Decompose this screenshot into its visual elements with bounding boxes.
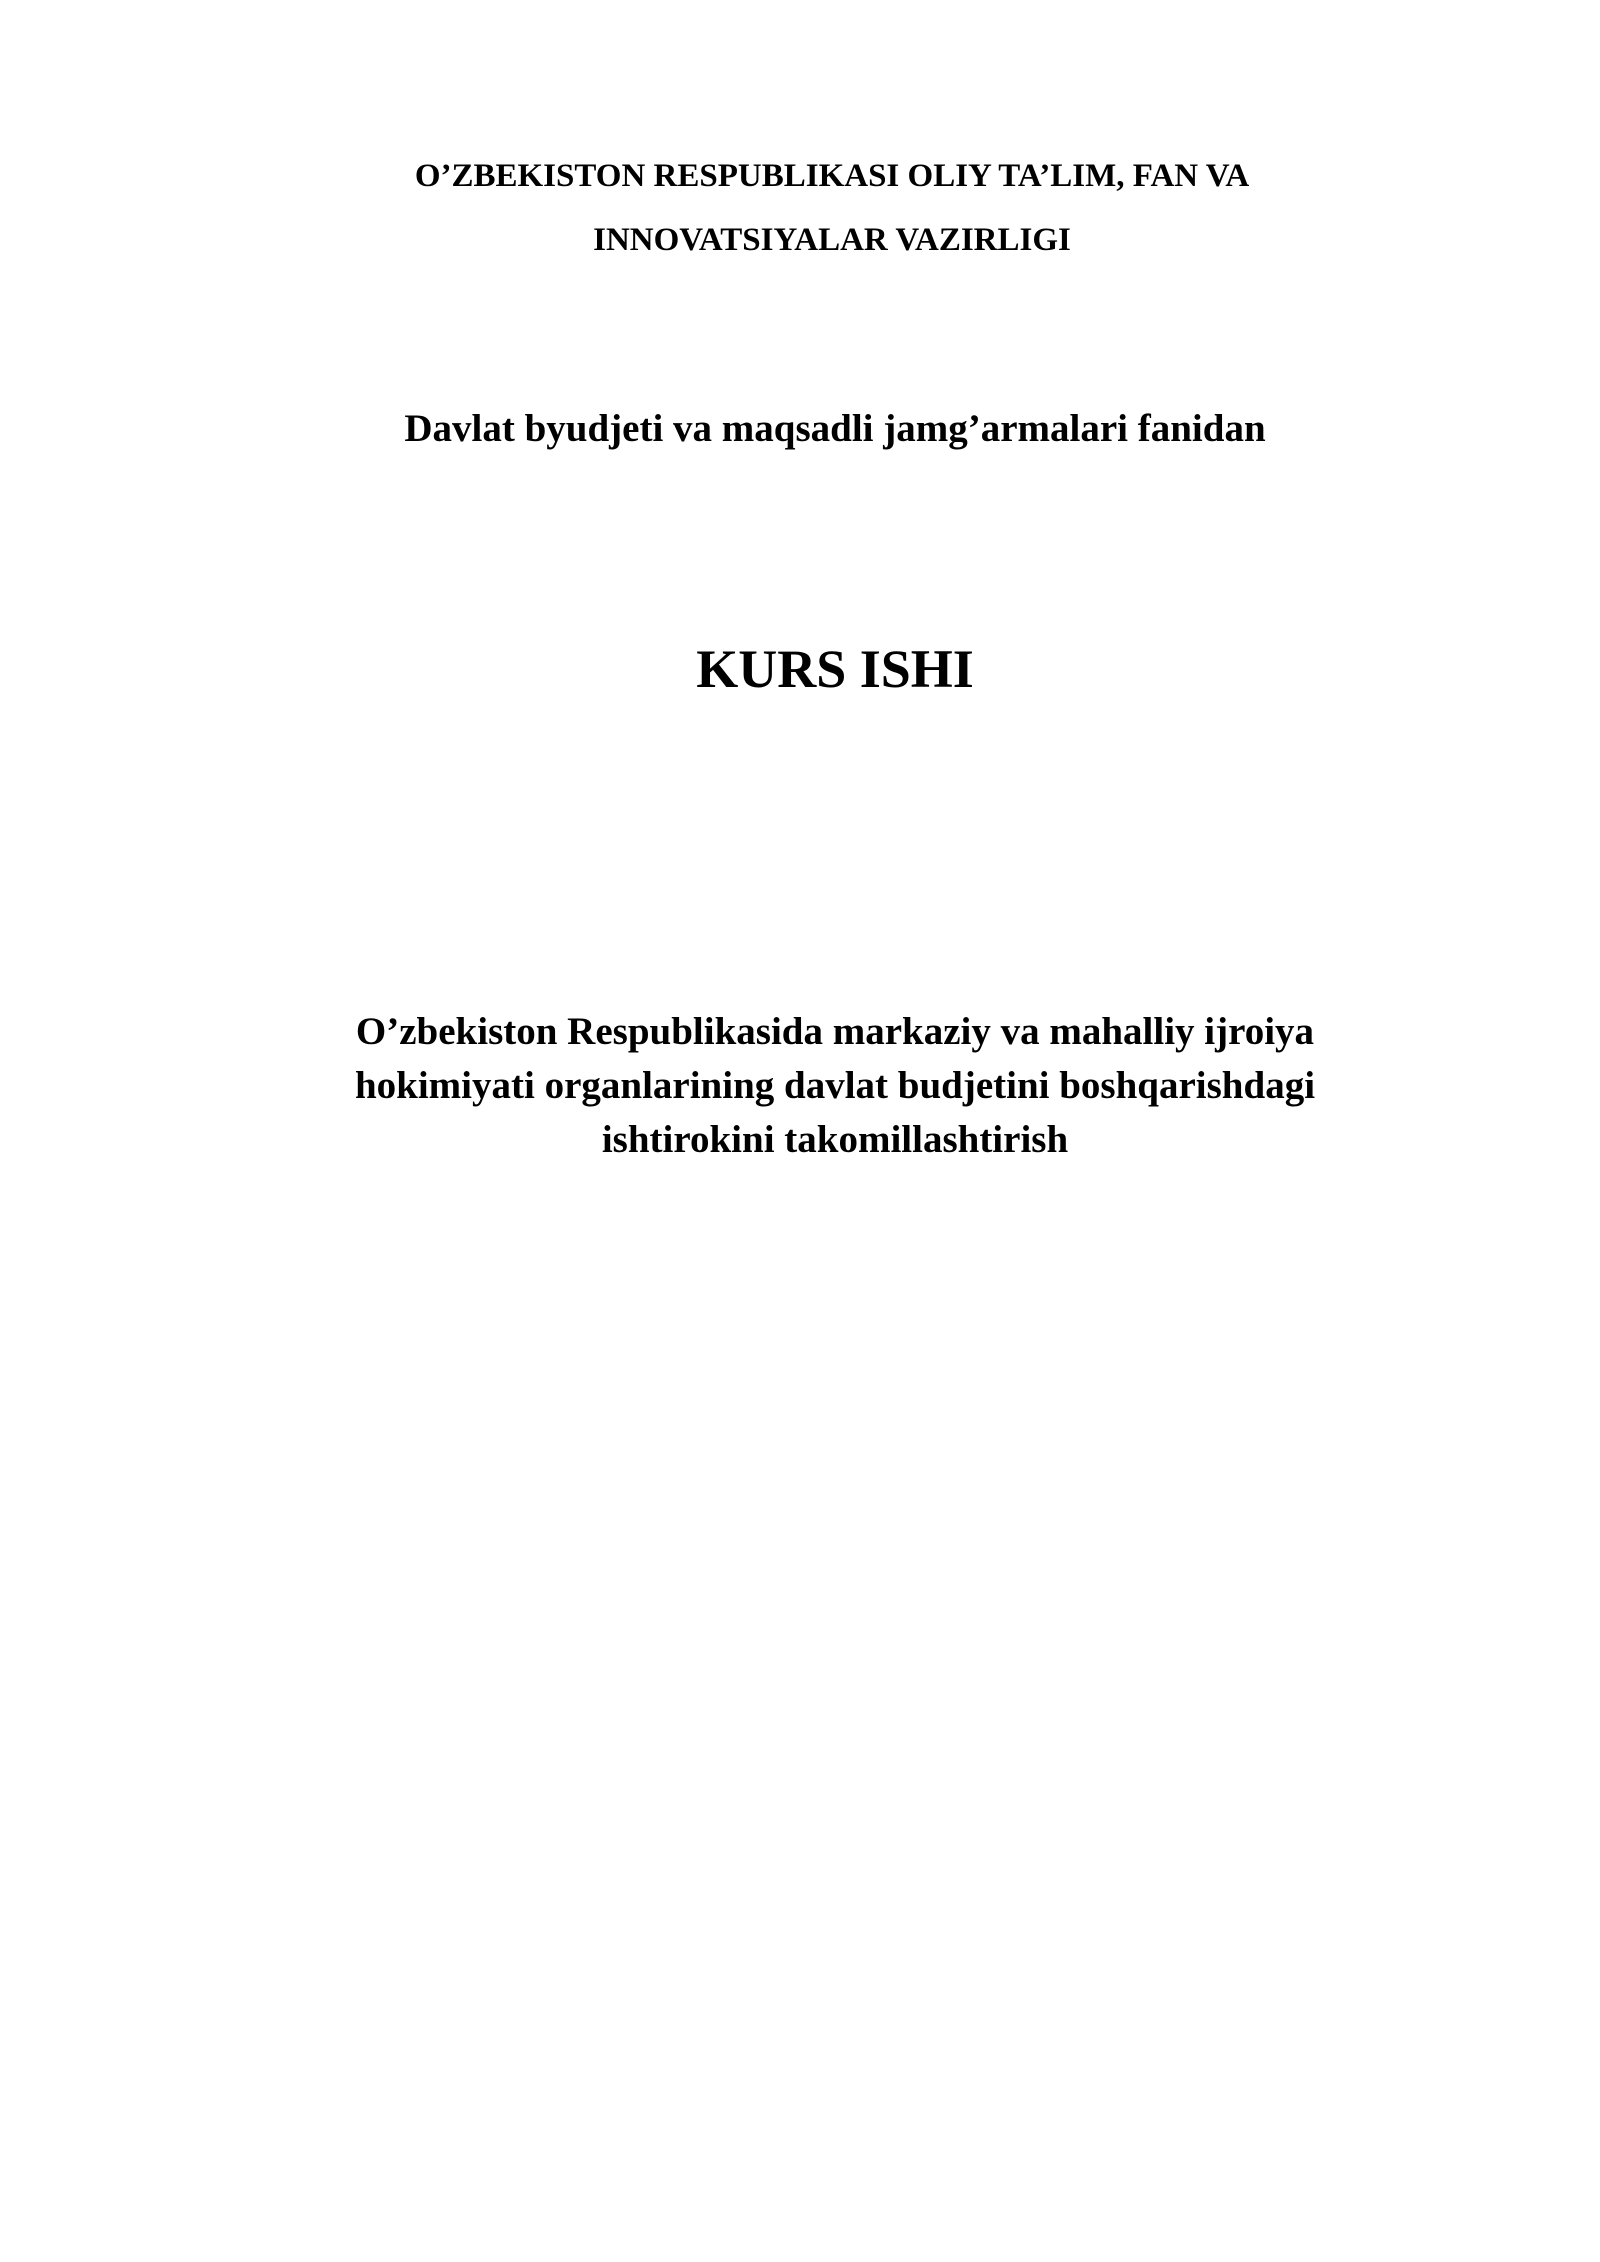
ministry-title-line-1: O’ZBEKISTON RESPUBLIKASI OLIY TA’LIM, FAN VA bbox=[414, 158, 1250, 194]
topic-title-line-2: hokimiyati organlarining davlat budjetini boshqarishdagi bbox=[354, 1064, 1316, 1107]
ministry-title-line-2: INNOVATSIYALAR VAZIRLIGI bbox=[593, 222, 1071, 258]
topic-title-line-3: ishtirokini takomillashtirish bbox=[601, 1118, 1069, 1161]
document-type-heading: KURS ISHI bbox=[696, 639, 974, 699]
topic-title-line-1: O’zbekiston Respublikasida markaziy va mahalliy ijroiya bbox=[355, 1010, 1315, 1053]
subject-title: Davlat byudjeti va maqsadli jamg’armalari fanidan bbox=[404, 407, 1266, 450]
